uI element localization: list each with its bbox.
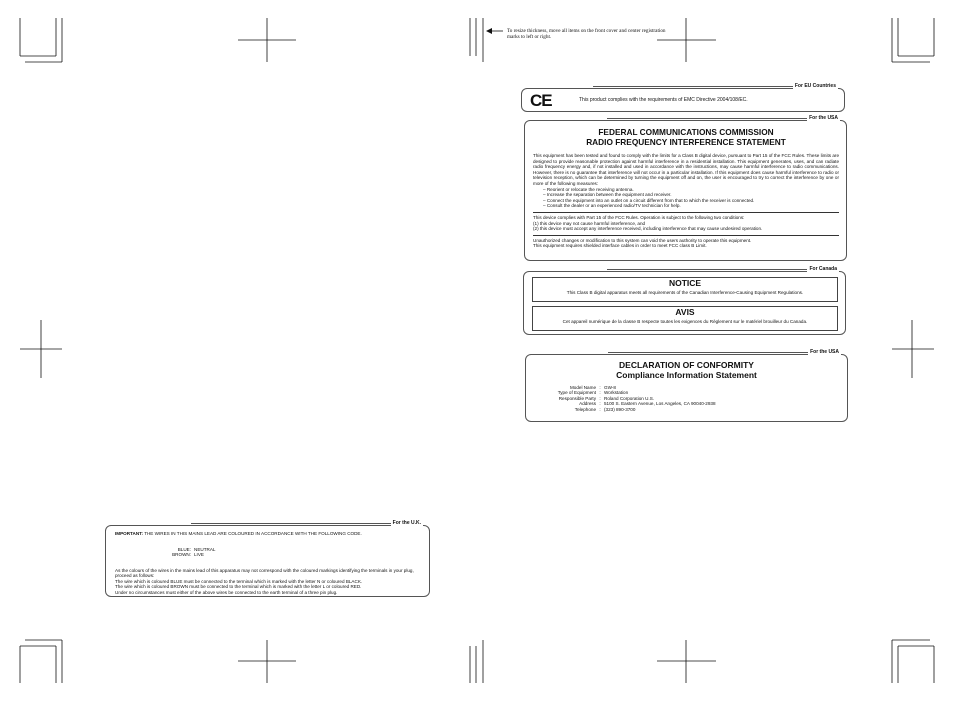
fcc-condition-2: (2) this device must accept any interference received, including interference that may cause undesired operation. (533, 226, 763, 232)
uk-important (115, 531, 421, 537)
fcc-title-1: FEDERAL COMMUNICATIONS COMMISSION (598, 127, 774, 137)
important-text: THE WIRES IN THIS MAINS LEAD ARE COLOURED IN ACCORDANCE WITH THE FOLLOWING CODE. (144, 531, 362, 536)
eu-compliance-box (521, 83, 845, 112)
uk-line-4: Under no circumstances must either of the above wires be connected to the earth terminal of a three pin plug. (115, 589, 338, 595)
notice-text: This Class B digital apparatus meets all requirements of the Canadian Interference-Causing Equipment Regulations. (566, 290, 804, 295)
list-item: – Consult the dealer or an experienced radio/TV technician for help. (543, 203, 839, 209)
row-value: GW-8 (604, 385, 616, 390)
uk-tag: For the U.K. (392, 520, 421, 526)
fcc-paragraph-2: This device complies with Part 15 of the FCC Rules. Operation is subject to the following two conditions: (533, 214, 745, 220)
table-row: Telephone : (323) 890-3700 (538, 407, 716, 412)
eu-tag: For EU Countries (794, 83, 836, 89)
conformity-tag: For the USA (810, 349, 839, 355)
list-item: – Reorient or relocate the receiving antenna. (543, 187, 839, 193)
uk-line-3: The wire which is coloured BROWN must be connected to the terminal which is marked with the letter L or coloured RED. (115, 584, 362, 589)
wire-label: BLUE: (177, 546, 191, 552)
list-item: – Connect the equipment into an outlet on a circuit different from that to which the receiver is connected. (543, 198, 839, 204)
row-value: 5100 S. Eastern Avenue, Los Angeles, CA 90040-2938 (604, 401, 716, 407)
conformity-box (525, 349, 848, 422)
fcc-paragraph-1: This equipment has been tested and found to comply with the limits for a Class B digital device, pursuant to Part 15 of the FCC Rules. These limits are designed to provide reasonable protection against harmful interference in a residential installation. This equipment generates, uses, and can radiate radio frequency energy and, if not installed and used in accordance with the instructions, may cause harmful interference to radio communications. However, there is no guarantee that interference will not occur in a particular installation. If this equipment does cause harmful interference to radio or television reception, which can be determined by turning the equipment off and on, the user is encouraged to try to correct the interference by one or more of the following measures: (533, 153, 839, 186)
wire-code-list (166, 547, 421, 558)
table-row: Model Name : GW-8 (538, 385, 716, 390)
row-value: (323) 890-3700 (604, 406, 636, 412)
divider (533, 235, 839, 236)
fcc-tag: For the USA (809, 115, 838, 121)
avis-box (532, 306, 838, 331)
table-row: Address : 5100 S. Eastern Avenue, Los Angeles, CA 90040-2938 (538, 401, 716, 406)
resize-note: To resize thickness, move all items on the front cover and center registration marks to left or right. (507, 28, 666, 40)
notice-title: NOTICE (668, 278, 702, 288)
table-row: Responsible Party : Roland Corporation U.S. (538, 396, 716, 401)
uk-line-2: The wire which is coloured BLUE must be connected to the terminal which is marked with the letter N or coloured BLACK. (115, 578, 363, 584)
row-value: Roland Corporation U.S. (604, 395, 655, 401)
canada-box (523, 266, 846, 335)
list-item: – Increase the separation between the equipment and receiver. (543, 192, 839, 198)
fcc-title-2: RADIO FREQUENCY INTERFERENCE STATEMENT (586, 137, 786, 147)
important-label: IMPORTANT: (115, 531, 143, 536)
row-label: Address (579, 401, 596, 407)
uk-wiring-box (105, 520, 430, 597)
fcc-statement-box (524, 115, 847, 261)
fcc-condition-1: (1) this device may not cause harmful interference, and (533, 220, 646, 226)
row-label: Model Name (569, 385, 596, 390)
table-row: Type of Equipment : Workstation (538, 390, 716, 395)
row-value: Workstation (604, 390, 629, 396)
row-label: Type of Equipment (557, 390, 596, 396)
conformity-title-1: DECLARATION OF CONFORMITY (619, 360, 754, 370)
row-label: Telephone (574, 406, 596, 412)
conformity-table (538, 385, 716, 412)
fcc-measures-list (533, 187, 839, 209)
wire-value: LIVE (194, 552, 204, 557)
fcc-paragraph-3b: This equipment requires shielded interface cables in order to meet FCC class B Limit. (533, 243, 707, 249)
uk-line-1: As the colours of the wires in the mains lead of this apparatus may not correspond with the coloured markings identifying the terminals in your plug, proceed as follows: (115, 567, 414, 578)
avis-text: Cet appareil numérique de la classe B respecte toutes les exigences du Règlement sur le matériel brouilleur du Canada. (562, 319, 808, 324)
avis-title: AVIS (675, 307, 695, 317)
fcc-paragraph-3a: Unauthorized changes or modification to this system can void the users authority to operate this equipment. (533, 237, 752, 243)
conformity-title-2: Compliance Information Statement (616, 370, 757, 380)
wire-label: BROWN: (172, 552, 191, 557)
divider (533, 212, 839, 213)
eu-compliance-text: This product complies with the requirements of EMC Directive 2004/108/EC. (579, 97, 748, 103)
wire-value: NEUTRAL (194, 546, 216, 552)
notice-box (532, 277, 838, 302)
ce-mark-icon: CE (530, 91, 552, 110)
row-label: Responsible Party (558, 395, 596, 401)
canada-tag: For Canada (809, 266, 837, 272)
